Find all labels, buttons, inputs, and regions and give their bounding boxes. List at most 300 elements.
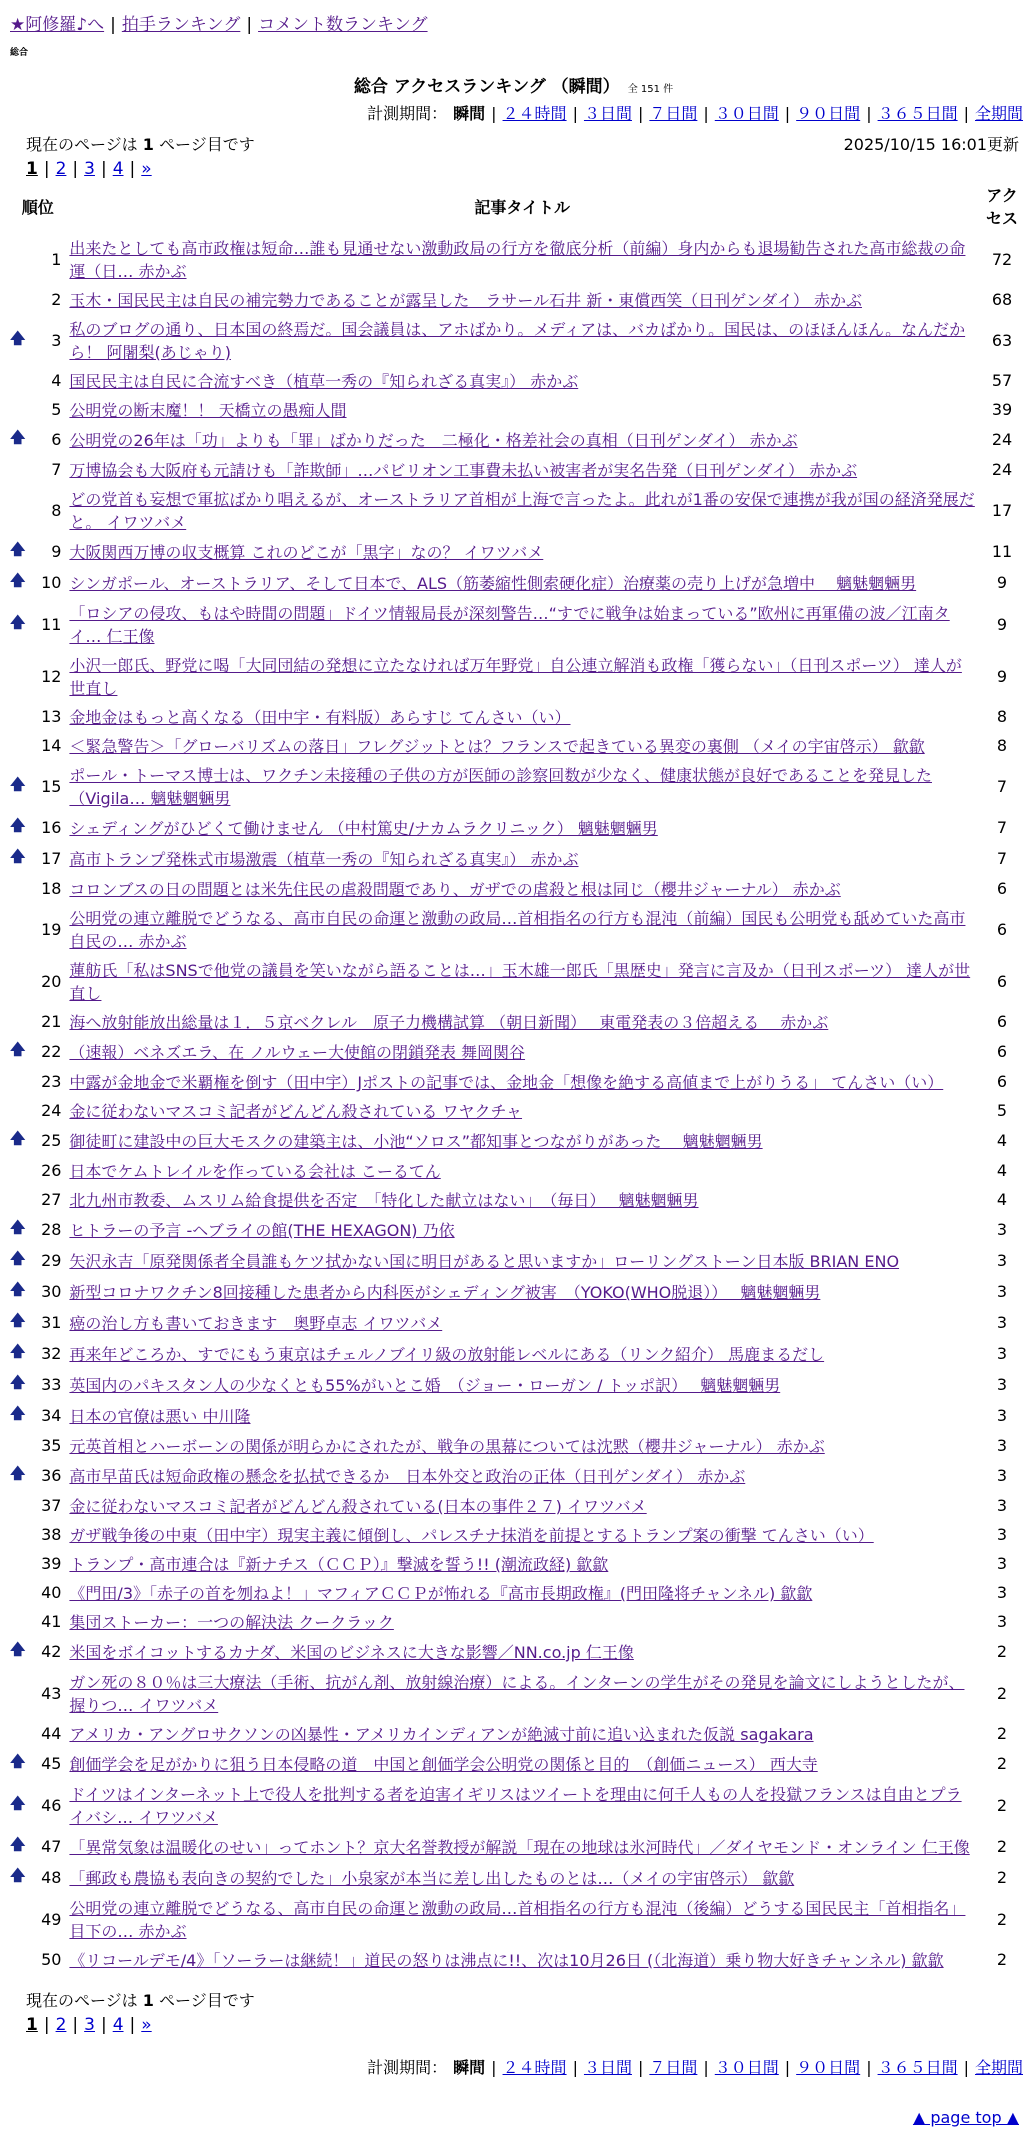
title-cell: [67, 1067, 977, 1096]
rank-change-cell: [8, 874, 27, 903]
access-count-cell: 6: [996, 1072, 1008, 1091]
access-count-cell: 9: [996, 573, 1008, 592]
article-link[interactable]: 癌の治し方も書いておきます 奥野卓志 イワツバメ: [69, 1314, 443, 1333]
access-count-cell: 11: [991, 542, 1013, 561]
title-cell: [67, 955, 977, 1007]
rank-cell: 11: [41, 614, 62, 634]
title-cell: [67, 1893, 977, 1945]
rank-cell: 26: [41, 1161, 62, 1180]
table-row: [8, 1096, 1027, 1125]
rank-change-cell: [8, 812, 27, 843]
title-cell: [67, 1036, 977, 1067]
rank-cell: 34: [41, 1406, 62, 1425]
pager-next-link[interactable]: »: [141, 159, 152, 179]
access-count-cell: 6: [996, 1012, 1008, 1031]
rank-change-cell: [8, 1719, 27, 1748]
access-count-cell: 9: [996, 666, 1008, 686]
title-cell: [67, 731, 977, 760]
pager-separator: |: [43, 2015, 50, 2035]
access-count-cell: 2: [996, 1683, 1008, 1703]
rank-change-cell: [8, 1607, 27, 1636]
access-count-cell: 3: [996, 1525, 1008, 1544]
title-cell: [67, 233, 977, 285]
rank-change-cell: [8, 1831, 27, 1862]
period-link[interactable]: ３６５日間: [877, 2058, 958, 2077]
article-link[interactable]: トランプ・高市連合は『新ナチス（ＣＣＰ）』撃滅を誓う!! (潮流政経) 歙歙: [69, 1555, 609, 1574]
period-link[interactable]: ３０日間: [714, 104, 779, 123]
pager-link[interactable]: 4: [112, 159, 124, 179]
period-current-bottom: 瞬間: [453, 2058, 486, 2077]
rank-change-cell: [8, 1491, 27, 1520]
table-row: [8, 843, 1027, 874]
rank-cell: 45: [41, 1754, 62, 1773]
article-link[interactable]: 私のブログの通り、日本国の終焉だ。国会議員は、アホばかり。メディアは、バカばかり。国民は、のほほんほん。なんだから！ 阿闍梨(あじゃり): [69, 320, 966, 362]
table-row: [8, 650, 1027, 702]
table-row: [8, 1578, 1027, 1607]
pager-link[interactable]: 2: [55, 2015, 67, 2035]
rank-cell: 24: [41, 1101, 62, 1120]
pager-separator: |: [129, 159, 136, 179]
table-row: [8, 424, 1027, 455]
rank-cell: 17: [41, 849, 62, 868]
pager-separator: |: [100, 159, 107, 179]
title-cell: [67, 1156, 977, 1185]
table-row: [8, 1636, 1027, 1667]
rank-change-cell: [8, 455, 27, 484]
title-cell: [67, 1831, 977, 1862]
access-header: アクセス: [985, 186, 1018, 228]
period-link[interactable]: ７日間: [649, 2058, 698, 2077]
access-count-cell: 57: [991, 371, 1013, 390]
article-link[interactable]: シンガポール、オーストラリア、そして日本で、ALS（筋萎縮性側索硬化症）治療薬の売り上げが急増中 魑魅魍魎男: [69, 574, 917, 593]
rank-cell: 36: [41, 1466, 62, 1485]
pagination-bottom: [0, 2011, 1027, 2035]
access-count-cell: 3: [996, 1344, 1008, 1363]
table-row: [8, 1369, 1027, 1400]
period-selector-bottom: [0, 2035, 1027, 2078]
article-link[interactable]: ヒトラーの予言 -ヘブライの館(THE HEXAGON) 乃依: [69, 1221, 455, 1240]
nav-comment-ranking-link[interactable]: コメント数ランキング: [258, 15, 428, 35]
table-row: [8, 1245, 1027, 1276]
title-cell: [67, 1862, 977, 1893]
rank-change-cell: [8, 1276, 27, 1307]
article-link[interactable]: コロンブスの日の問題とは米先住民の虐殺問題であり、ガザでの虐殺と根は同じ（櫻井ジャーナル） 赤かぶ: [69, 880, 841, 899]
title-cell: [67, 285, 977, 314]
up-arrow-icon: 🡅: [10, 1640, 26, 1658]
title-cell: [67, 843, 977, 874]
rank-cell: 28: [41, 1220, 62, 1239]
access-count-cell: 6: [996, 971, 1008, 991]
title-cell: [67, 366, 977, 395]
title-cell: [67, 1338, 977, 1369]
period-separator: |: [784, 2058, 791, 2077]
title-cell: [67, 760, 977, 812]
article-link[interactable]: 御徒町に建設中の巨大モスクの建築主は、小池“ソロス”都知事とつながりがあった 魑魅魍魎男: [69, 1132, 763, 1151]
table-row: [8, 567, 1027, 598]
rank-change-cell: [8, 731, 27, 760]
access-count-cell: 3: [996, 1313, 1008, 1332]
article-link[interactable]: 「ロシアの侵攻、もはや時間の問題」ドイツ情報局長が深刻警告…“すでに戦争は始まっている”欧州に再軍備の波／江南タイ… 仁王像: [69, 604, 950, 646]
up-arrow-icon: 🡅: [10, 1311, 26, 1329]
period-link[interactable]: ９０日間: [796, 2058, 861, 2077]
title-cell: [67, 702, 977, 731]
article-link[interactable]: 北九州市教委、ムスリム給食提供を否定 「特化した献立はない」 （毎日） 魑魅魍魎男: [69, 1191, 699, 1210]
page-top: [0, 2078, 1027, 2147]
rank-change-cell: [8, 1036, 27, 1067]
title-cell: [67, 424, 977, 455]
article-link[interactable]: 公明党の26年は「功」よりも「罪」ばかりだった 二極化・格差社会の真相（日刊ゲンダイ） 赤かぶ: [69, 431, 798, 450]
rank-change-cell: [8, 1520, 27, 1549]
article-link[interactable]: アメリカ・アングロサクソンの凶暴性・アメリカインディアンが絶滅寸前に追い込まれた仮説 sagakara: [69, 1725, 814, 1744]
table-row: [8, 760, 1027, 812]
rank-header: 順位: [21, 197, 54, 217]
period-link[interactable]: ７日間: [649, 104, 698, 123]
pager-separator: |: [100, 2015, 107, 2035]
access-count-cell: 2: [996, 1909, 1008, 1929]
table-row: [8, 1831, 1027, 1862]
pager-link[interactable]: 4: [112, 2015, 124, 2035]
article-link[interactable]: 高市早苗氏は短命政権の懸念を払拭できるか 日本外交と政治の正体（日刊ゲンダイ） 赤かぶ: [69, 1467, 746, 1486]
table-row: [8, 1214, 1027, 1245]
pager-link[interactable]: 2: [55, 159, 67, 179]
rank-change-cell: [8, 314, 27, 366]
rank-change-cell: [8, 1460, 27, 1491]
table-row: [8, 1491, 1027, 1520]
access-count-cell: 2: [996, 1795, 1008, 1815]
article-link[interactable]: 玉木・国民民主は自民の補完勢力であることが露呈した ラサール石井 新・東償西笑（日刊ゲンダイ） 赤かぶ: [69, 291, 862, 310]
up-arrow-icon: 🡅: [10, 540, 26, 558]
up-arrow-icon: 🡅: [10, 1280, 26, 1298]
article-link[interactable]: 新型コロナワクチン8回接種した患者から内科医がシェディング被害 （YOKO(WHO脱退）） 魑魅魍魎男: [69, 1283, 821, 1302]
rank-change-cell: [8, 1156, 27, 1185]
rank-cell: 18: [41, 879, 62, 898]
title-cell: [67, 1307, 977, 1338]
access-count-cell: 7: [996, 818, 1008, 837]
title-cell: [67, 903, 977, 955]
title-cell: [67, 1096, 977, 1125]
rank-cell: 1: [51, 249, 62, 269]
title-cell: [67, 1748, 977, 1779]
access-count-cell: 4: [996, 1131, 1008, 1150]
title-cell: [67, 1276, 977, 1307]
pagination-top: [0, 155, 1027, 179]
title-cell: [67, 1007, 977, 1036]
nav-applause-ranking-link[interactable]: 拍手ランキング: [121, 15, 241, 35]
article-link[interactable]: 《門田/3》「赤子の首を刎ねよ！」マフィアＣＣＰが怖れる『高市長期政権』(門田隆将チャンネル) 歙歙: [69, 1584, 813, 1603]
rank-cell: 48: [41, 1868, 62, 1887]
title-cell: [67, 650, 977, 702]
article-link[interactable]: 金地金はもっと高くなる（田中宇・有料版）あらすじ てんさい（い）: [69, 708, 571, 727]
rank-change-cell: [8, 1067, 27, 1096]
article-link[interactable]: 金に従わないマスコミ記者がどんどん殺されている ワヤクチャ: [69, 1102, 523, 1121]
up-arrow-icon: 🡅: [10, 328, 26, 347]
table-row: [8, 874, 1027, 903]
rank-cell: 49: [41, 1909, 62, 1929]
rank-change-cell: [8, 1007, 27, 1036]
period-selector-top: [0, 97, 1027, 124]
info-line: [0, 124, 1027, 155]
access-count-cell: 2: [996, 1950, 1008, 1969]
rank-change-cell: [8, 598, 27, 650]
title-cell: [67, 1491, 977, 1520]
rank-cell: 4: [51, 371, 62, 390]
table-row: [8, 1036, 1027, 1067]
up-arrow-icon: 🡅: [10, 1040, 26, 1058]
page-top-link[interactable]: ▲ page top ▲: [912, 2108, 1019, 2127]
access-count-cell: 17: [991, 500, 1013, 520]
title-cell: [67, 598, 977, 650]
rank-cell: 20: [41, 971, 62, 991]
updated-timestamp: 2025/10/15 16:01更新: [843, 135, 1019, 154]
table-row: [8, 1779, 1027, 1831]
title-cell: [67, 1460, 977, 1491]
rank-change-cell: [8, 567, 27, 598]
pager-current: 1: [26, 159, 38, 179]
access-count-cell: 9: [996, 614, 1008, 634]
article-link[interactable]: 金に従わないマスコミ記者がどんどん殺されている(日本の事件２７) イワツバメ: [69, 1497, 647, 1516]
title-cell: [67, 1549, 977, 1578]
rank-cell: 5: [51, 400, 62, 419]
period-link[interactable]: ２４時間: [502, 2058, 567, 2077]
title-cell: [67, 1667, 977, 1719]
period-link[interactable]: 全期間: [974, 2058, 1023, 2077]
table-header-row: [8, 179, 1027, 233]
period-link[interactable]: ３６５日間: [877, 104, 958, 123]
table-row: [8, 1185, 1027, 1214]
article-link[interactable]: どの党首も妄想で軍拡ばかり唱えるが、オーストラリア首相が上海で言ったよ。此れが1番の安保で連携が我が国の経済発展だと。 イワツバメ: [69, 490, 975, 532]
rank-cell: 22: [41, 1042, 62, 1061]
up-arrow-icon: 🡅: [10, 847, 26, 865]
page-info: 現在のページは 1 ページ目です: [26, 135, 255, 154]
rank-cell: 46: [41, 1795, 62, 1815]
table-row: [8, 903, 1027, 955]
table-row: [8, 1748, 1027, 1779]
article-link[interactable]: 「異常気象は温暖化のせい」ってホント？京大名誉教授が解説「現在の地球は氷河時代」／ダイヤモンド・オンライン 仁王像: [69, 1838, 970, 1857]
period-link[interactable]: ３０日間: [714, 2058, 779, 2077]
article-link[interactable]: 公明党の連立離脱でどうなる、高市自民の命運と激動の政局…首相指名の行方も混沌（前編）国民も公明党も舐めていた高市自民の… 赤かぶ: [69, 909, 966, 951]
article-link[interactable]: 蓮舫氏「私はSNSで他党の議員を笑いながら語ることは…」玉木雄一郎氏「黒歴史」発言に言及か（日刊スポーツ） 達人が世直し: [69, 961, 971, 1003]
article-link[interactable]: ＜緊急警告＞「グローバリズムの落日」フレグジットとは？フランスで起きている異変の裏側 （メイの宇宙啓示） 歙歙: [69, 737, 925, 756]
rank-cell: 32: [41, 1344, 62, 1363]
rank-cell: 40: [41, 1583, 62, 1602]
access-count-cell: 39: [991, 400, 1013, 419]
up-arrow-icon: 🡅: [10, 1373, 26, 1391]
article-link[interactable]: 矢沢永吉「原発関係者全員誰もケツ拭かない国に明日があると思いますか」ローリングストーン日本版 BRIAN ENO: [69, 1252, 900, 1271]
rank-change-cell: [8, 1779, 27, 1831]
article-link[interactable]: 海へ放射能放出総量は１．５京ベクレル 原子力機構試算 （朝日新聞） 東電発表の３倍超える 赤かぶ: [69, 1013, 829, 1032]
title-cell: [67, 484, 977, 536]
table-row: [8, 1338, 1027, 1369]
access-count-cell: 7: [996, 849, 1008, 868]
pager-separator: |: [43, 159, 50, 179]
article-link[interactable]: 創価学会を足がかりに狙う日本侵略の道 中国と創価学会公明党の関係と目的 （創価ニュース） 西大寺: [69, 1755, 818, 1774]
article-link[interactable]: 万博協会も大阪府も元請けも「詐欺師」…パビリオン工事費未払い被害者が実名告発（日刊ゲンダイ） 赤かぶ: [69, 461, 858, 480]
rank-cell: 43: [41, 1683, 62, 1703]
period-label: 計測期間：: [367, 104, 448, 123]
article-link[interactable]: ガザ戦争後の中東（田中宇）現実主義に傾倒し、パレスチナ抹消を前提とするトランプ案の衝撃 てんさい（い）: [69, 1526, 874, 1545]
period-separator: |: [784, 104, 791, 123]
rank-cell: 3: [51, 330, 62, 350]
article-link[interactable]: 日本の官僚は悪い 中川隆: [69, 1407, 251, 1426]
article-link[interactable]: （速報）ベネズエラ、在 ノルウェー大使館の閉鎖発表 舞岡関谷: [69, 1043, 526, 1062]
title-cell: [67, 1185, 977, 1214]
rank-change-cell: [8, 1862, 27, 1893]
rank-change-cell: [8, 1431, 27, 1460]
table-row: [8, 1520, 1027, 1549]
access-count-cell: 2: [996, 1868, 1008, 1887]
period-link[interactable]: 全期間: [974, 104, 1023, 123]
article-link[interactable]: 再来年どころか、すでにもう東京はチェルノブイリ級の放射能レベルにある（リンク紹介） 馬鹿まるだし: [69, 1345, 825, 1364]
table-row: [8, 1400, 1027, 1431]
rank-cell: 35: [41, 1436, 62, 1455]
rank-change-cell: [8, 395, 27, 424]
nav-home-link[interactable]: ★阿修羅♪へ: [10, 15, 105, 35]
article-link[interactable]: 「郵政も農協も表向きの契約でした」小泉家が本当に差し出したものとは…（メイの宇宙啓示） 歙歙: [69, 1869, 795, 1888]
period-link[interactable]: ２４時間: [502, 104, 567, 123]
title-cell: [67, 314, 977, 366]
article-link[interactable]: 高市トランプ発株式市場激震（植草一秀の『知られざる真実』） 赤かぶ: [69, 850, 579, 869]
access-count-cell: 2: [996, 1837, 1008, 1856]
title-cell: [67, 1125, 977, 1156]
period-separator: |: [491, 104, 497, 123]
rank-cell: 41: [41, 1612, 62, 1631]
up-arrow-icon: 🡅: [10, 1218, 26, 1236]
top-nav: ★阿修羅♪へ | 拍手ランキング | コメント数ランキング: [10, 15, 428, 35]
access-count-cell: 3: [996, 1496, 1008, 1515]
access-count-cell: 3: [996, 1436, 1008, 1455]
up-arrow-icon: 🡅: [10, 612, 26, 631]
title-cell: [67, 1636, 977, 1667]
title-cell: [67, 1578, 977, 1607]
article-link[interactable]: 出来たとしても高市政権は短命…誰も見通せない激動政局の行方を徹底分析（前編）身内からも退場勧告された高市総裁の命運（日… 赤かぶ: [69, 239, 966, 281]
title-cell: [67, 1779, 977, 1831]
period-separator: |: [963, 104, 969, 123]
up-arrow-icon: 🡅: [10, 1752, 26, 1770]
table-row: [8, 1156, 1027, 1185]
up-arrow-icon: 🡅: [10, 1866, 26, 1884]
rank-change-cell: [8, 760, 27, 812]
access-count-cell: 63: [991, 330, 1013, 350]
period-separator: |: [491, 2058, 497, 2077]
rank-cell: 12: [41, 666, 62, 686]
period-separator: |: [637, 2058, 644, 2077]
period-separator: |: [572, 2058, 578, 2077]
period-current: 瞬間: [453, 104, 486, 123]
article-link[interactable]: 米国をボイコットするカナダ、米国のビジネスに大きな影響／NN.co.jp 仁王像: [69, 1643, 634, 1662]
title-cell: [67, 1945, 977, 1974]
rank-change-cell: [8, 1748, 27, 1779]
article-link[interactable]: 英国内のパキスタン人の少なくとも55%がいとこ婚 （ジョー・ローガン / トッポ訳） 魑魅魍魎男: [69, 1376, 781, 1395]
access-count-cell: 3: [996, 1220, 1008, 1239]
access-count-cell: 4: [996, 1190, 1008, 1209]
article-link[interactable]: 《リコールデモ/4》「ソーラーは継続！」道民の怒りは沸点に!!、次は10月26日 (（北海道）乗り物大好きチャンネル) 歙歙: [69, 1951, 944, 1970]
period-link[interactable]: ３日間: [583, 104, 632, 123]
article-link[interactable]: 公明党の断末魔！！ 天橋立の愚痴人間: [69, 401, 347, 420]
access-count-cell: 2: [996, 1642, 1008, 1661]
pager-current: 1: [26, 2015, 38, 2035]
up-arrow-icon: 🡅: [10, 428, 26, 446]
title-header: 記事タイトル: [474, 197, 571, 217]
access-count-cell: 3: [996, 1406, 1008, 1425]
rank-change-cell: [8, 1578, 27, 1607]
pager-next-link[interactable]: »: [141, 2015, 152, 2035]
article-link[interactable]: シェディングがひどくて働けません （中村篤史/ナカムラクリニック） 魑魅魍魎男: [69, 819, 658, 838]
period-separator: |: [572, 104, 578, 123]
article-link[interactable]: 国民民主は自民に合流すべき（植草一秀の『知られざる真実』） 赤かぶ: [69, 372, 579, 391]
rank-cell: 10: [41, 573, 62, 592]
rank-cell: 37: [41, 1496, 62, 1515]
article-link[interactable]: 公明党の連立離脱でどうなる、高市自民の命運と激動の政局…首相指名の行方も混沌（後編）どうする国民民主「首相指名」目下の… 赤かぶ: [69, 1899, 966, 1941]
up-arrow-icon: 🡅: [10, 571, 26, 589]
access-count-cell: 68: [991, 290, 1013, 309]
ranking-table: [8, 179, 1027, 1974]
rank-change-cell: [8, 233, 27, 285]
access-count-cell: 72: [991, 249, 1013, 269]
rank-change-cell: [8, 1185, 27, 1214]
rank-change-cell: [8, 955, 27, 1007]
up-arrow-icon: 🡅: [10, 1835, 26, 1853]
rank-change-cell: [8, 1125, 27, 1156]
rank-cell: 13: [41, 707, 62, 726]
period-separator: |: [703, 104, 709, 123]
article-link[interactable]: 元英首相とハーボーンの関係が明らかにされたが、戦争の黒幕については沈黙（櫻井ジャーナル） 赤かぶ: [69, 1437, 825, 1456]
rank-cell: 47: [41, 1837, 62, 1856]
access-count-cell: 2: [996, 1754, 1008, 1773]
rank-change-cell: [8, 1338, 27, 1369]
rank-change-cell: [8, 536, 27, 567]
article-link[interactable]: 大阪関西万博の収支概算 これのどこが「黒字」なの？ イワツバメ: [69, 543, 544, 562]
rank-change-cell: [8, 650, 27, 702]
pager-link[interactable]: 3: [84, 2015, 95, 2035]
rank-cell: 42: [41, 1642, 62, 1661]
period-separator: |: [637, 104, 644, 123]
article-link[interactable]: 小沢一郎氏、野党に喝「大同団結の発想に立たなければ万年野党」自公連立解消も政権「獲らない」（日刊スポーツ） 達人が世直し: [69, 656, 962, 698]
rank-change-cell: [8, 285, 27, 314]
rank-cell: 19: [41, 919, 62, 939]
rank-cell: 44: [41, 1724, 62, 1743]
table-row: [8, 455, 1027, 484]
rank-cell: 50: [41, 1950, 62, 1969]
up-arrow-icon: 🡅: [10, 1404, 26, 1422]
table-row: [8, 1607, 1027, 1636]
page-title-text: 総合 アクセスランキング （瞬間）: [353, 77, 620, 97]
table-row: [8, 1549, 1027, 1578]
pager-link[interactable]: 3: [84, 159, 95, 179]
page-info-bottom: 現在のページは 1 ページ目です: [26, 1991, 255, 2010]
rank-cell: 29: [41, 1251, 62, 1270]
rank-cell: 15: [41, 776, 62, 796]
table-row: [8, 1307, 1027, 1338]
access-count-cell: 6: [996, 919, 1008, 939]
access-count-cell: 8: [996, 736, 1008, 755]
article-link[interactable]: ドイツはインターネット上で役人を批判する者を迫害イギリスはツイートを理由に何千人もの人を投獄フランスは自由とプライバシ… イワツバメ: [69, 1785, 962, 1827]
article-link[interactable]: 日本でケムトレイルを作っている会社は こーるてん: [69, 1162, 441, 1181]
article-link[interactable]: ポール・トーマス博士は、ワクチン未接種の子供の方が医師の診察回数が少なく、健康状態が良好であることを発見した（Vigila… 魑魅魍魎男: [69, 766, 932, 808]
title-cell: [67, 874, 977, 903]
period-link[interactable]: ３日間: [583, 2058, 632, 2077]
table-row: [8, 1945, 1027, 1974]
period-link[interactable]: ９０日間: [796, 104, 861, 123]
table-row: [8, 955, 1027, 1007]
article-link[interactable]: 中露が金地金で米覇権を倒す（田中宇）Jポストの記事では、金地金「想像を絶する高値まで上がりうる」 てんさい（い）: [69, 1073, 944, 1092]
period-separator: |: [866, 104, 872, 123]
up-arrow-icon: 🡅: [10, 1249, 26, 1267]
rank-cell: 8: [51, 500, 62, 520]
up-arrow-icon: 🡅: [10, 1129, 26, 1147]
article-link[interactable]: ガン死の８０％は三大療法（手術、抗がん剤、放射線治療）による。インターンの学生がその発見を論文にしようとしたが、握りつ… イワツバメ: [69, 1673, 965, 1715]
article-link[interactable]: 集団ストーカー：一つの解決法 クークラック: [69, 1613, 394, 1632]
title-cell: [67, 1607, 977, 1636]
